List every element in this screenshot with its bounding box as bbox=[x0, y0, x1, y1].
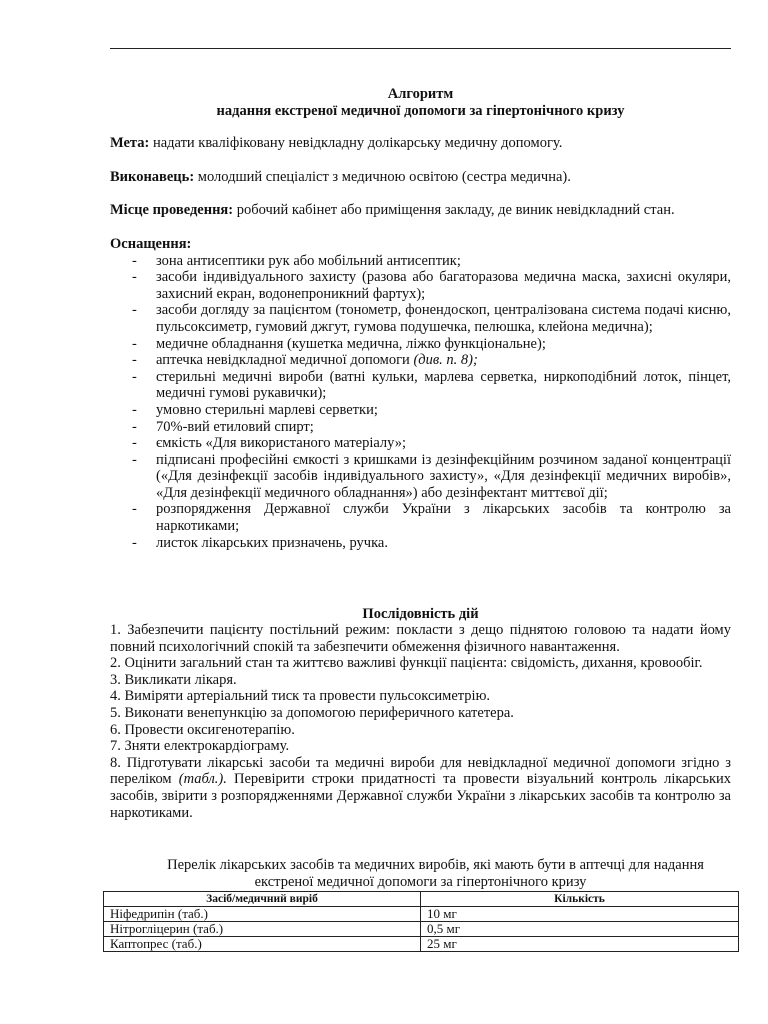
list-item: - розпорядження Державної служби України з лікарських засобів та контролю за наркотиками; bbox=[110, 501, 731, 534]
table-row bbox=[104, 937, 739, 952]
list-item-reference: (див. п. 8); bbox=[409, 352, 478, 369]
table-caption: Перелік лікарських засобів та медичних виробів, які мають бути в аптечці для надання екстреної медичної допомоги за гіпертонічного кризу bbox=[167, 857, 704, 890]
list-item: - засоби індивідуального захисту (разова або багаторазова медична маска, захисні окуляри, захисний екран, водонепроникний фартух); bbox=[110, 269, 731, 302]
step-item bbox=[110, 755, 731, 821]
table-row bbox=[104, 922, 739, 937]
table-cell-medication: Нітрогліцерин (таб.) bbox=[104, 922, 421, 937]
table-cell-quantity: 25 мг bbox=[421, 937, 739, 952]
step-item: 3. Викликати лікаря. bbox=[110, 671, 237, 688]
table-cell-quantity: 10 мг bbox=[421, 907, 739, 922]
step-item: 1. Забезпечити пацієнту постільний режим: покласти з дещо піднятою головою та надати йому повний психологічний спокій та забезпечити обмеження фізичного навантаження. bbox=[110, 622, 731, 655]
list-item: - підписані професійні ємкості з кришками із дезінфекційним розчином заданої концентрації («Для дезінфекції засобів індивідуального захисту», «Для дезінфекції медичних виробів», «Для дезінфекції медичного обладнання») або дезінфектант миттєвої дії; bbox=[110, 452, 731, 502]
performer-field bbox=[110, 169, 731, 186]
document-body bbox=[110, 86, 731, 551]
step-item: 5. Виконати венепункцію за допомогою периферичного катетера. bbox=[110, 704, 514, 721]
list-item: - умовно стерильні марлеві серветки; bbox=[110, 402, 731, 419]
goal-label: Мета: bbox=[110, 135, 150, 152]
list-item: - засоби догляду за пацієнтом (тонометр, фонендоскоп, централізована система подачі кисню, пульсоксиметр, гумовий джгут, гумова подушечка, пелюшка, клейона медична); bbox=[110, 302, 731, 335]
list-item: - стерильні медичні вироби (ватні кульки, марлева серветка, ниркоподібний лоток, пінцет, медичні гумові рукавички); bbox=[110, 369, 731, 402]
performer-text: молодший спеціаліст з медичною освітою (сестра медична). bbox=[194, 168, 571, 185]
step-item: 7. Зняти електрокардіограму. bbox=[110, 738, 290, 755]
step-item: 6. Провести оксигенотерапію. bbox=[110, 721, 295, 738]
list-item: - ємкість «Для використаного матеріалу»; bbox=[110, 435, 731, 452]
list-item bbox=[110, 352, 731, 369]
goal-field bbox=[110, 135, 731, 152]
sequence-heading: Послідовність дій bbox=[362, 606, 479, 622]
table-header-row bbox=[104, 892, 739, 907]
step-8-table-reference: (табл.). bbox=[178, 771, 227, 788]
equipment-heading: Оснащення: bbox=[110, 235, 192, 252]
step-8-text-continued: Перевірити строки придатності та провести візуальний контроль лікарських засобів, звірити з розпорядженнями Державної служби України з лікарських засобів та контролю за наркотиками. bbox=[110, 771, 731, 821]
title-line-2: надання екстреної медичної допомоги за гіпертонічного кризу bbox=[216, 102, 625, 119]
column-header-medication: Засіб/медичний виріб bbox=[104, 892, 421, 907]
column-header-quantity: Кількість bbox=[421, 892, 739, 907]
performer-label: Виконавець: bbox=[110, 168, 195, 185]
goal-text: надати кваліфіковану невідкладну долікарську медичну допомогу. bbox=[149, 135, 563, 152]
equipment-list bbox=[110, 253, 731, 552]
medications-table bbox=[103, 891, 739, 952]
table-cell-medication: Ніфедрипін (таб.) bbox=[104, 907, 421, 922]
top-rule bbox=[110, 48, 731, 49]
list-item: - листок лікарських призначень, ручка. bbox=[110, 535, 731, 552]
step-item: 2. Оцінити загальний стан та життєво важливі функції пацієнта: свідомість, дихання, кровообіг. bbox=[110, 655, 703, 672]
list-item: - зона антисептики рук або мобільний антисептик; bbox=[110, 253, 731, 270]
place-field bbox=[110, 202, 731, 219]
table-row bbox=[104, 907, 739, 922]
list-item-text: аптечка невідкладної медичної допомоги bbox=[156, 352, 410, 369]
step-item: 4. Виміряти артеріальний тиск та провести пульсоксиметрію. bbox=[110, 688, 491, 705]
table-cell-quantity: 0,5 мг bbox=[421, 922, 739, 937]
list-item: - медичне обладнання (кушетка медична, ліжко функціональне); bbox=[110, 336, 731, 353]
sequence-steps bbox=[110, 622, 731, 821]
table-cell-medication: Каптопрес (таб.) bbox=[104, 937, 421, 952]
place-text: робочий кабінет або приміщення закладу, де виник невідкладний стан. bbox=[233, 202, 675, 219]
list-item: - 70%-вий етиловий спирт; bbox=[110, 419, 731, 436]
place-label: Місце проведення: bbox=[110, 202, 234, 219]
title-line-1: Алгоритм bbox=[387, 86, 454, 102]
step-8-text: 8. Підготувати лікарські засоби та медичні вироби для невідкладної медичної допомоги згідно з переліком bbox=[110, 754, 731, 788]
document-title bbox=[110, 86, 731, 119]
